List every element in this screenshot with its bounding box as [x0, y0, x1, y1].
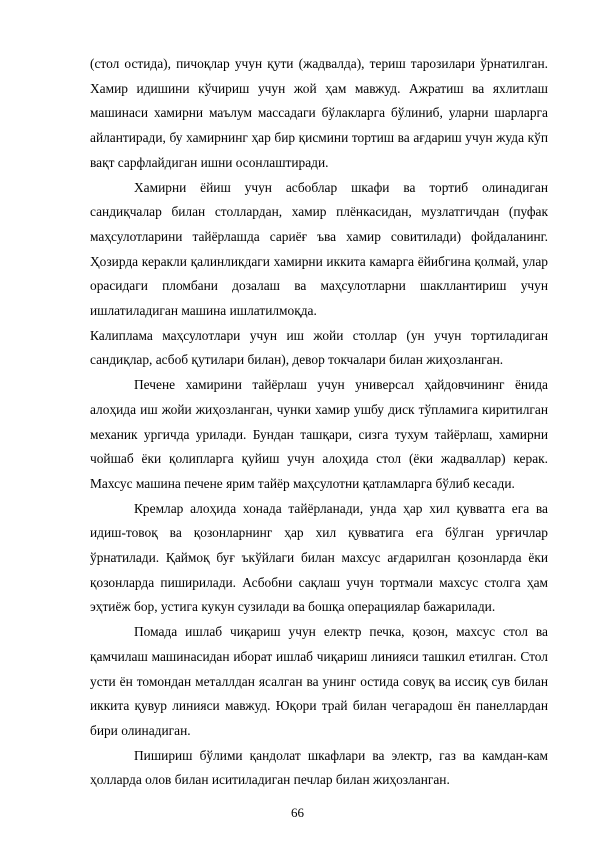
paragraph-4: Печене хамирини тайёрлаш учун универсал ҳайдовчининг ёнида алоҳида иш жойи жиҳозланган, чунки хамир ушбу диск тўпламига киритилган механик ургичда урилади. Бундан ташқари, сизга тухум тайёрлаш, хамирни чойшаб ёки қолипларга қуйиш учун алоҳида стол (ёки жадваллар) керак. Махсус машина печене ярим тайёр маҳсулотни қатламларга бўлиб кесади. — [90, 377, 548, 491]
document-body — [90, 52, 548, 793]
paragraph-6: Помада ишлаб чиқариш учун електр печка, қозон, махсус стол ва қамчилаш машинасидан иборат ишлаб чиқариш линияси ташкил етилган. Стол усти ён томондан металлдан ясалган ва унинг остида совуқ ва иссиқ сув билан иккита қувур линияси мавжуд. Юқори трай билан чегарадош ён панеллардан бири олинадиган. — [90, 624, 548, 738]
paragraph-5: Кремлар алоҳида хонада тайёрланади, унда ҳар хил қувватга ега ва идиш-товоқ ва қозонларнинг ҳар хил қувватига ега бўлган урғичлар ўрнатилади. Қаймоқ буғ ъкўйлаги билан махсус ағдарилган қозонларда ёки қозонларда пиширилади. Асбобни сақлаш учун тортмали махсус столга ҳам эҳтиёж бор, устига кукун сузилади ва бошқа операциялар бажарилади. — [90, 500, 548, 615]
page-number: 66 — [291, 805, 304, 820]
paragraph-7: Пишириш бўлими қандолат шкафлари ва электр, газ ва камдан-кам ҳолларда олов билан иситиладиган печлар билан жиҳозланган. — [90, 747, 548, 788]
paragraph-1: (стол остида), пичоқлар учун қути (жадвалда), териш тарозилари ўрнатилган. Хамир идишини кўчириш учун жой ҳам мавжуд. Ажратиш ва яхлитлаш машинаси хамирни маълум массадаги бўлакларга бўлиниб, уларни шарларга айлантиради, бу хамирнинг ҳар бир қисмини тортиш ва ағдариш учун жуда кўп вақт сарфлайдиган ишни осонлаштиради. — [90, 56, 548, 170]
paragraph-2: Хамирни ёйиш учун асбоблар шкафи ва тортиб олинадиган сандиқчалар билан столлардан, хамир плёнкасидан, музлатгичдан (пуфак маҳсулотларини тайёрлашда сариёғ ъва хамир совитилади) фойдаланинг. Ҳозирда керакли қалинликдаги хамирни иккита камарга ёйибгина қолмай, улар орасидаги пломбани дозалаш ва маҳсулотларни шакллантириш учун ишлатиладиган машина ишлатилмоқда. — [90, 179, 548, 319]
paragraph-3: Калиплама маҳсулотлари учун иш жойи столлар (ун учун тортиладиган сандиқлар, асбоб қутилари билан), девор токчалари билан жиҳозланган. — [90, 327, 548, 368]
